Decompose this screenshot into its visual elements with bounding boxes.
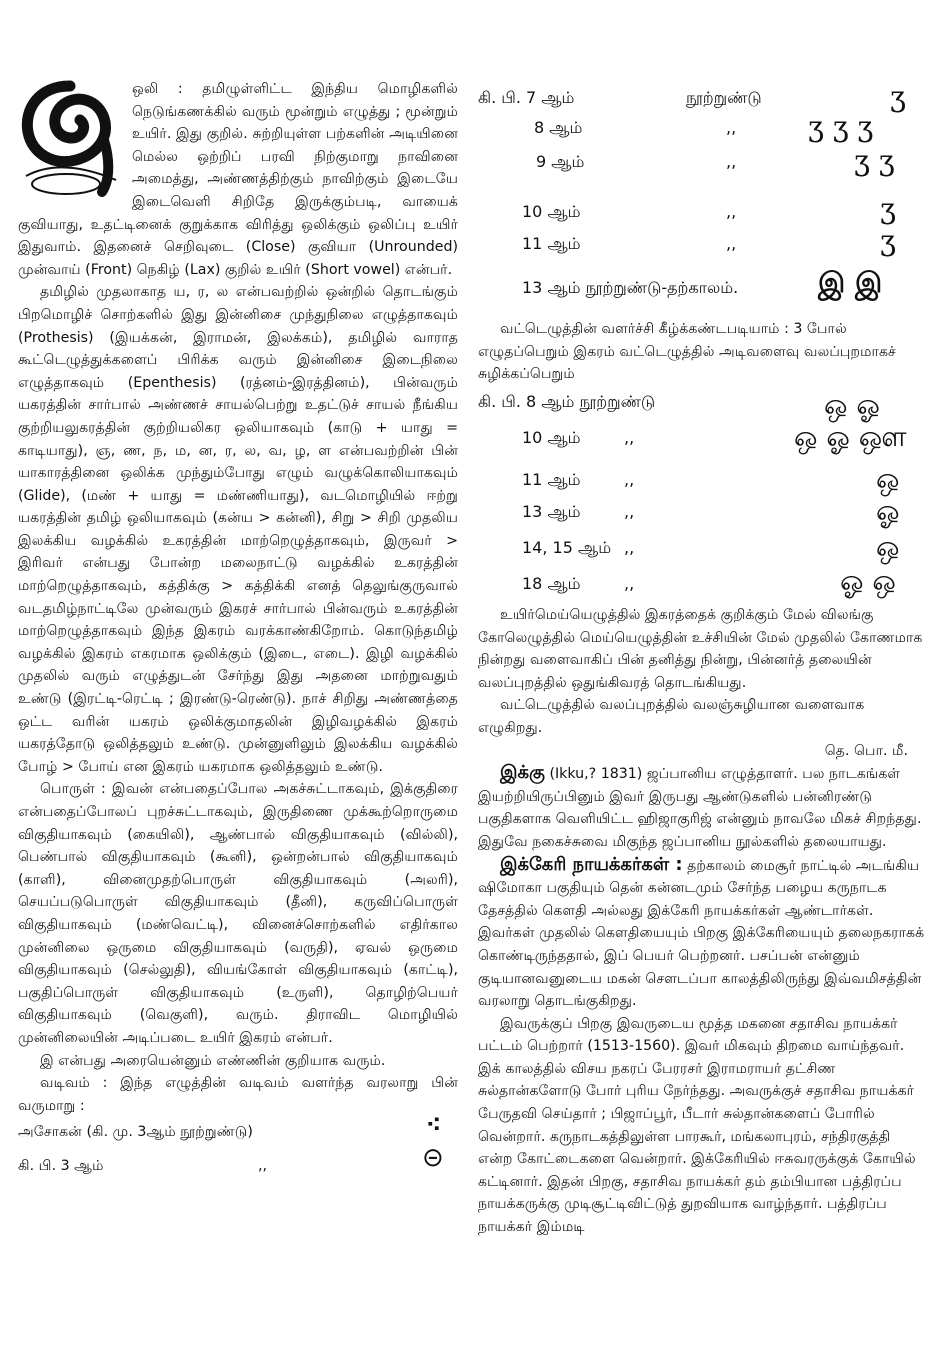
row-century: ,, (726, 202, 737, 221)
paragraph-usage: தமிழில் முதலாகாத ய, ர, ல என்பவற்றில் ஒன்றில் தொடங்கும் பிறமொழிச் சொற்களில் இது இன்னிசை முந்துநிலை எழுத்தாகவும் (Prothesis) (இயக்கன், இராமன், இலக்கம்), தமிழில் வாராத கூட்டெழுத்துக்களைப் பிரிக்க வரும் இன்னிசை இடைநிலை எழுத்தாகவும் (Epenthesis) (ரத்னம்-இரத்தினம்), பின்வரும் யகரத்தின் சார்பால் அண்ணச் சாயல்பெற்று உதட்டுச் சாயல் நீங்கிய குற்றியலுகரத்தின் குற்றியலிகர ஒலியாகவும் (காடு + யாது = காடியாது), ஞ, ண, ந, ம, ன, ர, ல, வ, ழ, ள என்பவற்றின் பின் யாகாரத்தினை ஒலிக்க முந்தும்போது எழும் வழுக்கொலியாகவும் (Glide), (மண் + யாது = மண்ணியாது), வடமொழியில் ஈற்று யகரத்தின் தமிழ் ஒலியாகவும் (கன்ய > கன்னி), சிறு > சிறி முதலிய இலக்கிய வழக்கில் உகரத்தின் மாற்றெழுத்தாகவும், இருவர் > இரிவர் என்பது போன்ற மலைநாட்டு வழக்கில் உகரத்தின் மாற்றெழுத்தாகவும், கத்திக்கு > கத்திக்கி எனத் தெலுங்குருவால் வடதமிழ்நாட்டிலே முன்வரும் இகரச் சார்பால் பின்வரும் உகரத்தின் மாற்றெழுத்தாகவும் இந்த இகரம் வரக்காண்கிறோம். கொடுந்தமிழ் வழக்கில் இகரம் எகரமாக ஒலிக்கும் (இடை, எடை). இழி வழக்கில் முதலில் வரும் எழுத்துடன் சேர்ந்து இது அதனை மாற்றுவதும் உண்டு (இரட்டி-ரெட்டி ; இரண்டு-ரெண்டு). நாச் சிறிது அண்ணத்தை ஒட்ட வரின் யகரம் ஒலிக்குமாதலின் இழிவழக்கில் இகரம் யகரத்தோடு ஒலித்தலும் உண்டு. முன்னுளிலும் இலக்கிய வழக்கில் போழ் > போய் என இகரம் யகரமாக ஒலித்தலும் உண்டு. (18, 284, 458, 775)
paragraph-form: வடிவம் : இந்த எழுத்தின் வடிவம் வளர்ந்த வரலாறு பின் வருமாறு : (18, 1075, 458, 1114)
paragraph-uyirmei: உயிர்மெய்யெழுத்தில் இகரத்தைக் குறிக்கும் மேல் விலங்கு கோலெழுத்தில் மெய்யெழுத்தின் உச்சியின் மேல் முதலில் கோணமாக நின்றது வளைவாகிப் பின் தனித்து நின்று, பின்னர்த் தலையின் வலப்புறத்தில் ஒதுங்கிவரத் தொடங்கியது. (478, 607, 923, 691)
vatt-paragraph-wrap (478, 318, 928, 386)
row-label: 13 ஆம் (522, 502, 581, 521)
glyph-set: ஒ ஓ (824, 388, 880, 421)
glyph-set: ஒ (876, 530, 900, 563)
glyph-set: ʒ ʒ ʒ (808, 110, 874, 143)
row-century: ,, (726, 234, 737, 253)
ornamental-i-icon (18, 80, 122, 198)
row-label: 11 ஆம் (522, 470, 581, 489)
right-lower-text (478, 604, 928, 1239)
glyph-set: ʒ (890, 80, 906, 113)
entry-ikku (478, 762, 928, 853)
paragraph-vatteluttu-2: வட்டெழுத்தில் வலப்புறத்தில் வலஞ்சுழியான வளைவாக எழுகிறது. (478, 697, 865, 736)
row-label: 13 ஆம் நூற்றுண்டு-தற்காலம். (522, 278, 739, 297)
entry-ikkeri (478, 854, 928, 1013)
row-century: ,, (624, 574, 635, 593)
row-century: நூற்றுண்டு (686, 88, 762, 107)
ikku-text: (Ikku,? 1831) ஜப்பானிய எழுத்தாளர். பல நாடகங்கள் இயற்றியிருப்பினும் இவர் இருபது ஆண்டுகளில் பன்னிரண்டு பகுதிகளாக வெளியிட்ட ஹிஜாகுரிஜ் என்னும் நாவலே மிகச் சிறந்தது. இதுவே நகைச்சுவை மிகுந்த ஜப்பானிய நூல்களில் தலையாயது. (478, 766, 922, 850)
brahmi-i-glyph: ⁖ (426, 1113, 442, 1139)
paragraph-vatteluttu: வட்டெழுத்தின் வளர்ச்சி கீழ்க்கண்டபடியாம் : 3 போல் எழுதப்பெறும் இகரம் வட்டெழுத்தில் அடிவளைவு வலப்புறமாகச் சுழிக்கப்பெறும் (478, 321, 896, 383)
row-label: 14, 15 ஆம் (522, 538, 612, 557)
glyph-set: ஒ (876, 462, 900, 495)
left-column (18, 78, 458, 1187)
row-century: ,, (624, 428, 635, 447)
paragraph-meaning: பொருள் : இவன் என்பதைப்போல அகச்சுட்டாகவும், இக்குதிரை என்பதைப்போலப் புறச்சுட்டாகவும், இருதிணை முக்கூற்றொருமை விகுதியாகவும் (கையிலி), ஆண்பால் விகுதியாகவும் (வில்லி), பெண்பால் விகுதியாகவும் (கூனி), ஒன்றன்பால் விகுதியாகவும் (காளி), வினைமுதற்பொருள் விகுதியாகவும் (அலரி), செயப்படுபொருள் விகுதியாகவும் (தீனி), கருவிப்பொருள் விகுதியாகவும் (மண்வெட்டி), வினைச்சொற்களில் எதிர்கால முன்னிலை ஒருமை விகுதியாகவும் (வருதி), ஏவல் ஒருமை விகுதியாகவும் (செல்லுதி), வியங்கோள் விகுதியாகவும் (காட்டி), பகுதிப்பொருள் விகுதியாகவும் (உருளி), தொழிற்பெயர் விகுதியாகவும் (வெகுளி), வரும். திராவிட மொழியில் முன்னிலையின் அடிப்படை உயிர் இகரம் என்பர். (18, 781, 458, 1046)
glyph-set: ʒ (880, 192, 896, 225)
row-label: 9 ஆம் (536, 152, 585, 171)
glyph-set: ஓ ஒ (840, 564, 896, 597)
kipi3-label: கி. பி. 3 ஆம் (18, 1158, 104, 1175)
row-label: 10 ஆம் (522, 202, 581, 221)
row-century: ,, (624, 470, 635, 489)
paragraph-ikkeri-2: இவருக்குப் பிறகு இவருடைய மூத்த மகனை சதாசிவ நாயக்கர் பட்டம் பெற்றார் (1513-1560). இவர் மிகவும் திறமை வாய்ந்தவர். இக் காலத்தில் விசய நகரப் பேரரசர் இராமராயர் தட்சிண சுல்தான்களோடு போர் புரிய நேர்ந்தது. அவருக்குச் சதாசிவ நாயக்கர் பேருதவி செய்தார் ; பிஜாப்பூர், பீடார் சுல்தான்களைப் போரில் வென்றார். கருநாடகத்திலுள்ள பாரகூர், மங்கலாபுரம், சந்திரகுத்தி என்ற கோட்டைகளை வென்றார். இக்கேரியில் ஈசுவரருக்குக் கோயில் கட்டினார். இதன் பிறகு, சதாசிவ நாயக்கர் தம் தம்பியான பத்திரப்ப நாயக்கருக்கு முடிசூட்டிவிட்டுத் துறவியாக வாழ்ந்தார். பத்திரப்ப நாயக்கர் இம்மடி (478, 1015, 916, 1236)
ashoka-label: அசோகன் (கி. மு. 3ஆம் நூற்றுண்டு) (18, 1124, 253, 1141)
ditto-mark: ,, (258, 1158, 268, 1175)
row-label: 11 ஆம் (522, 234, 581, 253)
row-label: கி. பி. 7 ஆம் (478, 88, 575, 107)
author-signature: தெ. பொ. மீ. (824, 742, 908, 759)
row-label: 8 ஆம் (534, 118, 583, 137)
grantha-i-glyph: ⊝ (422, 1143, 444, 1174)
glyph-set: இ இ (818, 266, 883, 299)
row-label: 18 ஆம் (522, 574, 581, 593)
ikkeri-text: தற்காலம் மைசூர் நாட்டில் அடங்கிய ஷிமோகா பகுதியும் தென் கன்னடமும் சேர்ந்த பழைய கருநாடக தேசத்தில் கெளதி அல்லது இக்கேரி நாயக்கர்கள் ஆண்டார்கள். இவர்கள் முதலில் கெளதியையும் பிறகு இக்கேரியையும் தலைநகராகக் கொண்டிருந்ததால், இப் பெயர் பெற்றனர். பசப்பன் என்னும் குடியானவனுடைய மகன் செளடப்பா காலத்திலிருந்து இவ்வமிசத்தின் வரலாறு தொடங்குகிறது. (478, 857, 925, 1010)
paragraph-number: இ என்பது அரையென்னும் எண்ணின் குறியாக வரும். (40, 1052, 386, 1069)
headword-ikkeri: இக்கேரி நாயக்கர்கள் : (500, 853, 683, 875)
row-label: கி. பி. 8 ஆம் நூற்றுண்டு (478, 392, 656, 411)
glyph-set: ஒ ஓ ஔ (794, 420, 907, 453)
dropcap-letter (18, 80, 122, 198)
row-century: ,, (726, 152, 737, 171)
row-century: ,, (726, 118, 737, 137)
ashoka-row (18, 1113, 458, 1187)
row-century: ,, (624, 502, 635, 521)
headword-ikku: இக்கு (500, 762, 545, 784)
paragraph-sound: ஒலி : தமிழுள்ளிட்ட இந்திய மொழிகளில் நெடுங்கணக்கில் வரும் மூன்றும் எழுத்து ; மூன்றும் உயிர். இது குறில். சுற்றியுள்ள பற்களின் அடியினை மெல்ல ஒற்றிப் பரவி நிற்குமாறு நாவினை அமைத்து, அண்ணத்திற்கும் நாவிற்கும் இடையே இடைவெளி சிறிதே இருக்கும்படி, வாயைக் குவியாது, உதட்டினைக் குறுக்காக விரித்து ஒலிக்கும் ஒலிப்பு உயிர் இதுவாம். இதனைச் செறிவுடை (Close) குவியா (Unrounded) முன்வாய் (Front) நெகிழ் (Lax) குறில் உயிர் (Short vowel) என்பர். (18, 81, 458, 278)
row-century: ,, (624, 538, 635, 557)
glyph-set: ʒ ʒ (854, 144, 895, 177)
row-label: 10 ஆம் (522, 428, 581, 447)
evolution-table-2 (478, 388, 928, 604)
evolution-table-1 (478, 80, 928, 299)
glyph-set: ஓ (876, 494, 900, 527)
glyph-set: ʒ (880, 224, 896, 257)
